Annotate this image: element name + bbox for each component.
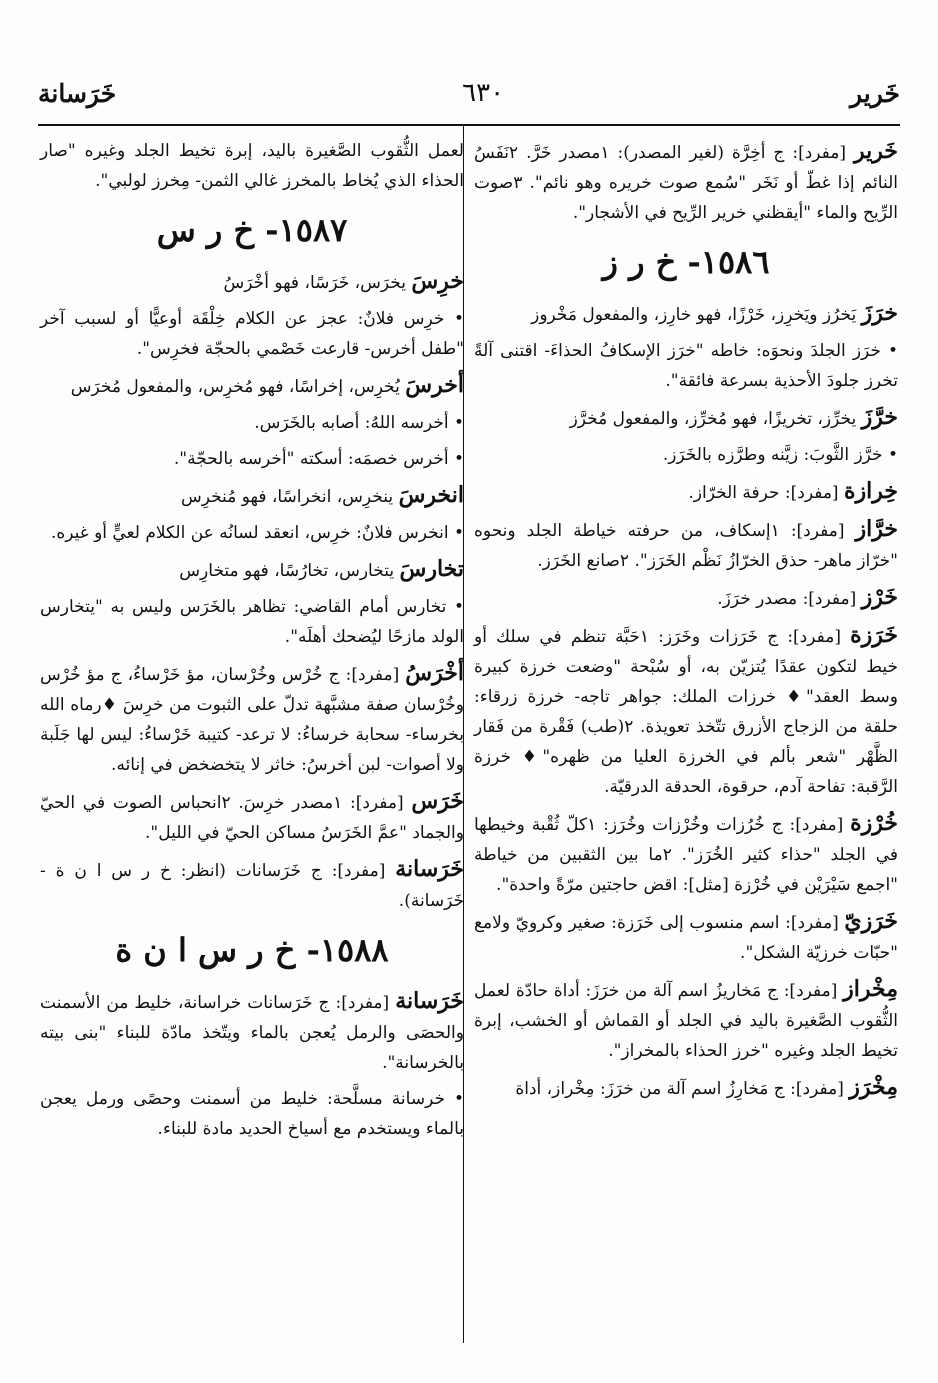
dictionary-entry xyxy=(40,480,464,512)
dictionary-entry xyxy=(474,808,898,900)
entry-definition: يخرِّز، تخريزًا، فهو مُخرِّز، والمفعول مُخرَّز xyxy=(569,409,862,429)
entry-definition: [مفرد]: ج خَرَزات وخَرَز: ١حَبَّة تنظم في سلك أو خيط لتكون عقدًا يُتزيّن به، أو سُبْحة "وضعت خرزة كبيرة وسط العقد"♦ خرزات الملك: جواهر تاجه- خرزة زرقاء: حلقة من الزجاج الأزرق تتّخذ تعويذة. ٢(طب) فَقْرة من فَقار الظَّهْر "شعر بألم في الخرزة العليا من ظهره"♦ خرزة الرَّقبة: تفاحة آدم، حرقوة، الحدقة الدرقيّة. xyxy=(474,627,899,797)
entry-definition: يتخارس، تخارُسًا، فهو متخارِس xyxy=(179,561,400,581)
dictionary-entry xyxy=(474,440,898,470)
entry-definition: [مفرد]: ١إسكاف، من حرفته خياطة الجلد ونحوه "خرّاز ماهر- حذق الخرّازُ نَظْم الخَرَز". ٢صانع الخَرَز. xyxy=(474,521,898,571)
headword: خَرَس xyxy=(411,788,464,814)
dictionary-entry xyxy=(474,514,898,576)
headword: مِخْراز xyxy=(843,976,898,1002)
page-header xyxy=(38,70,900,116)
dictionary-entry xyxy=(40,408,464,438)
dictionary-entry xyxy=(40,986,464,1078)
entry-definition: [مفرد]: ج خُرُزات وخُرْزات وخُرَز: ١كلّ ثُقْبة وخيطها في الجلد "حذاء كثير الخُرَز". ٢ما بين الثقبين من خياطة "اجمع سَيْرَيْن في خُرْزة [مثل]: اقض حاجتين مرّةً واحدة". xyxy=(474,815,899,895)
dictionary-entry xyxy=(40,592,464,652)
entry-definition: • خرَّز الثَّوبَ: زيَّنه وطرَّزه بالخَرَز. xyxy=(662,445,898,465)
headword: خَرَزة xyxy=(850,622,898,648)
entry-definition: [مفرد]: ج خَرَسانات (انظر: خ ر س ا ن ة - خَرَسانة). xyxy=(40,861,464,911)
entry-definition: • أخرس خصمَه: أسكته "أخرسه بالحجّة". xyxy=(173,449,464,469)
dictionary-entry xyxy=(474,906,898,968)
dictionary-entry xyxy=(40,1084,464,1144)
continuation-text: لعمل الثُّقوب الصَّغيرة باليد، إبرة تخيط الجلد وغيره "صار الحذاء الذي يُخاط بالمخرز غالي الثمن- مِخرز لولبي". xyxy=(40,141,464,191)
entry-definition: • خرسانة مسلَّحة: خليط من أسمنت وحصًى ورمل يعجن بالماء ويستخدم مع أسياخ الحديد مادة للبناء. xyxy=(40,1089,464,1139)
dictionary-entry xyxy=(40,554,464,586)
dictionary-entry xyxy=(474,336,898,396)
page-number: ٦٣٠ xyxy=(462,78,505,108)
dictionary-entry xyxy=(40,658,464,780)
header-rule xyxy=(38,124,900,126)
entry-definition: [مفرد]: ج خَرَسانات خراسانة، خليط من الأسمنت والحصَى والرمل يُعجن بالماء ويتّخذ مادّة للبناء "بنى بيته بالخرسانة". xyxy=(40,993,464,1073)
dictionary-entry xyxy=(474,402,898,434)
headword: أخرسَ xyxy=(405,372,464,398)
dictionary-entry xyxy=(474,1072,898,1104)
dictionary-entry xyxy=(40,266,464,298)
entry-definition: [مفرد]: ج أخِرَّة (لغير المصدر): ١مصدر خَرَّ. ٢نَفَسُ النائم إذا غطّ أو نَخَر "سُمع صوت خريره وهو نائم". ٣صوت الرِّيح والماء "أيقظني خرير الرِّيح في الأشجار". xyxy=(474,143,898,223)
headword: خرَّزَ xyxy=(861,404,898,430)
dictionary-entry xyxy=(40,786,464,848)
entry-definition: [مفرد]: حرفة الخرّاز. xyxy=(688,483,844,503)
headword: انخرسَ xyxy=(398,482,464,508)
dictionary-entry xyxy=(474,582,898,614)
dictionary-entry xyxy=(40,304,464,364)
section-heading-1586: ١٥٨٦- خ ر ز xyxy=(602,243,770,281)
headword: خَرَسانة xyxy=(395,988,464,1014)
headword: خرَّاز xyxy=(855,516,898,542)
section-heading-1588: ١٥٨٨- خ ر س ا ن ة xyxy=(115,931,389,969)
entry-definition: [مفرد]: اسم منسوب إلى خَرَزة: صغير وكرويّ ولامع "حبّات خرزيّة الشكل". xyxy=(474,913,898,963)
entry-definition: • خرَز الجلدَ ونحوَه: خاطه "خرَز الإسكافُ الحذاءَ- اقتنى آلةً تخرز جلودَ الأحذية بسرعة فائقة". xyxy=(474,341,898,391)
left-column xyxy=(40,136,464,1150)
entry-definition: • خرِس فلانٌ: عجز عن الكلام خِلْقَة أوعيًّا أو لسبب آخر "طفل أخرس- قارعت خَصْمي بالحجّة فخرِس". xyxy=(40,309,464,359)
dictionary-entry xyxy=(474,476,898,508)
headword: خرَزَ xyxy=(861,300,898,326)
entry-definition: • تخارس أمام القاضي: تظاهر بالخَرَس وليس به "يتخارس الولد مازحًا ليُضحك أهلَه". xyxy=(40,597,464,647)
headword: خِرازة xyxy=(843,478,898,504)
headword: خَرير xyxy=(853,138,898,164)
entry-definition: [مفرد]: ١مصدر خرِسَ. ٢انحباس الصوت في الحيّ والجماد "عمَّ الخَرَسُ مساكن الحيّ في الليل". xyxy=(40,793,464,843)
dictionary-entry xyxy=(40,518,464,548)
running-head-left: خَرَسانة xyxy=(38,78,117,108)
section-heading-1587: ١٥٨٧- خ ر س xyxy=(156,211,348,249)
dictionary-entry xyxy=(474,620,898,802)
dictionary-entry xyxy=(474,136,898,228)
entry-definition: • انخرس فلانٌ: خرِس، انعقد لسانُه عن الكلام لعيٍّ أو غيره. xyxy=(50,523,464,543)
entry-definition: يُخرِس، إخراسًا، فهو مُخرِس، والمفعول مُخرَس xyxy=(70,377,406,397)
dictionary-entry xyxy=(40,444,464,474)
entry-definition: [مفرد]: ج مَخاريزُ اسم آلة من خرَزَ: أداة حادّة لعمل الثُّقوب الصَّغيرة باليد في الجلد أو القماش أو الخشب، إبرة تخيط الجلد وغيره "خرز الحذاء بالمخراز". xyxy=(474,981,898,1061)
dictionary-entry xyxy=(40,370,464,402)
headword: خَرَزيّ xyxy=(844,908,898,934)
headword: مِخْرَز xyxy=(849,1074,898,1100)
entry-definition: ينخرِس، انخراسًا، فهو مُنخرِس xyxy=(180,487,399,507)
headword: خَرَسانة xyxy=(395,856,464,882)
running-head-right: خَرير xyxy=(850,78,900,108)
headword: خَرْز xyxy=(861,584,898,610)
dictionary-entry xyxy=(474,974,898,1066)
entry-definition: يخرَس، خَرَسًا، فهو أخْرَسُ xyxy=(223,273,412,293)
headword: خرِسَ xyxy=(411,268,464,294)
headword: تخارسَ xyxy=(399,556,464,582)
entry-definition: [مفرد]: ج خُرْس وخُرْسان، مؤ خَرْساءُ، ج مؤ خُرْس وخُرْسان صفة مشبَّهة تدلّ على الثبوت من خرِسَ ♦رماه الله بخرساء- سحابة خرساءُ: لا ترعد- كتيبة خَرْساءُ: ليس لها جَلَبة ولا أصوات- لبن أخرسُ: خاثر لا يتخضخض في إنائه. xyxy=(40,665,464,775)
entry-definition: [مفرد]: مصدر خرَزَ. xyxy=(717,589,862,609)
entry-definition: • أخرسه اللهُ: أصابه بالخَرَس. xyxy=(254,413,464,433)
right-column xyxy=(474,136,898,1110)
headword: خُرْزة xyxy=(850,810,898,836)
entry-definition: يَخرُز ويَخرِز، خَرْزًا، فهو خارِز، والمفعول مَخْروز xyxy=(531,305,862,325)
headword: أخْرَسُ xyxy=(405,660,464,686)
dictionary-entry xyxy=(40,854,464,916)
dictionary-entry xyxy=(474,298,898,330)
entry-definition: [مفرد]: ج مَخارِزُ اسم آلة من خرَزَ: مِخْراز، أداة xyxy=(515,1079,850,1099)
